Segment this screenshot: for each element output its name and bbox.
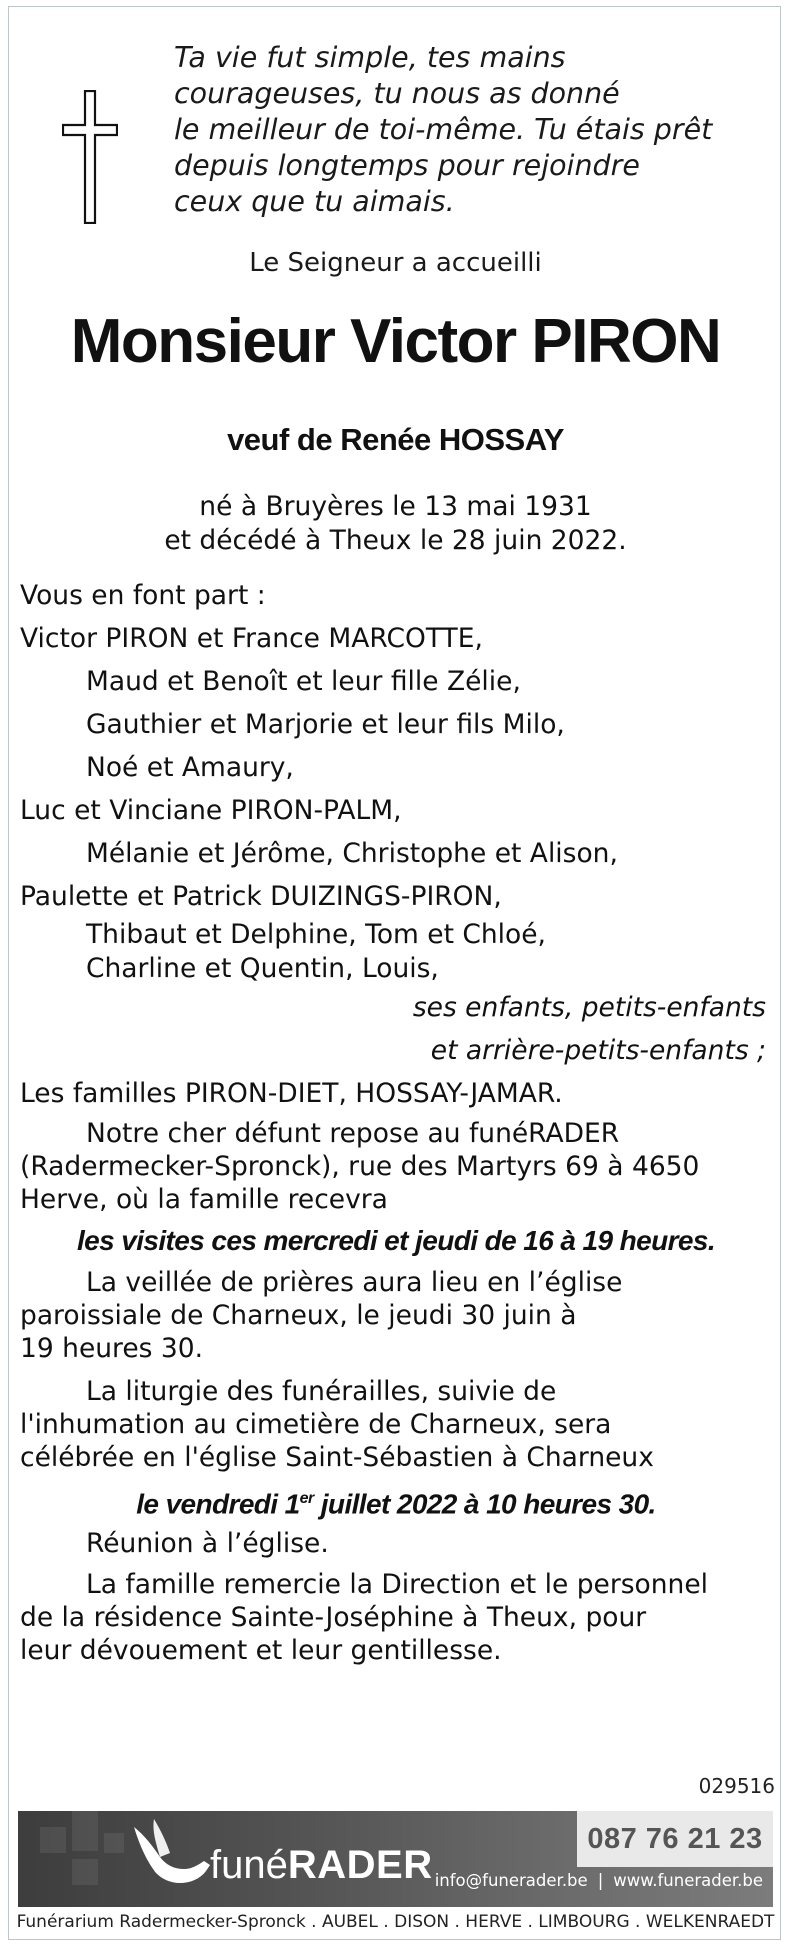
family-line: Maud et Benoît et leur fille Zélie, [86,666,521,697]
email-link[interactable]: info@funerader.be [434,1871,588,1890]
thanks-line: leur dévouement et leur gentillesse. [20,1635,502,1666]
announce-line: Vous en font part : [20,580,266,611]
brand-logo [210,1843,433,1888]
vigil-line: paroissiale de Charneux, le jeudi 30 juin à [20,1300,577,1331]
vigil-line: 19 heures 30. [20,1333,204,1364]
family-line: Charline et Quentin, Louis, [86,953,439,984]
thanks-line: de la résidence Sainte-Joséphine à Theux, pour [20,1602,647,1633]
funeral-line: l'inhumation au cimetière de Charneux, sera [20,1409,612,1440]
repose-line: Notre cher défunt repose au funéRADER [86,1118,620,1149]
footer-locations: Funérarium Radermecker-Spronck . AUBEL . DISON . HERVE . LIMBOURG . WELKENRAEDT [16,1912,775,1932]
brand-light: funé [210,1843,288,1887]
funeral-date-pre: le vendredi 1 [136,1488,300,1520]
thanks-line: La famille remercie la Direction et le personnel [86,1569,708,1600]
contact-line [435,1871,763,1890]
repose-line: (Radermecker-Spronck), rue des Martyrs 69 à 4650 [20,1151,700,1182]
visits-line: les visites ces mercredi et jeudi de 16 à 19 heures. [76,1225,716,1256]
repose-line: Herve, où la famille recevra [20,1184,388,1215]
vigil-paragraph [20,1266,772,1365]
epitaph-line: Ta vie fut simple, tes mains [174,41,566,74]
epitaph-line: le meilleur de toi-même. Tu étais prêt [174,113,713,146]
funeral-paragraph [20,1375,772,1474]
family-line: Thibaut et Delphine, Tom et Chloé, [86,919,546,950]
family-line: Noé et Amaury, [86,752,294,783]
contact-separator: | [597,1871,604,1890]
decor-square [72,1859,98,1885]
brand-bold: RADER [287,1843,433,1887]
relation-line: et arrière-petits-enfants ; [430,1035,766,1066]
relation-line: ses enfants, petits-enfants [412,992,766,1023]
funeral-home-banner [18,1811,773,1907]
decor-square [72,1811,98,1851]
family-line: Luc et Vinciane PIRON-PALM, [20,795,402,826]
birth-line: né à Bruyères le 13 mai 1931 [199,491,592,522]
family-line: Victor PIRON et France MARCOTTE, [20,623,483,654]
death-line: et décédé à Theux le 28 juin 2022. [164,525,627,556]
funeral-date [20,1474,772,1524]
thanks-paragraph [20,1568,772,1667]
dates [0,490,791,558]
funeral-line: célébrée en l'église Saint-Sébastien à Charneux [20,1442,654,1473]
other-families: Les familles PIRON-DIET, HOSSAY-JAMAR. [20,1078,563,1109]
funeral-line: La liturgie des funérailles, suivie de [86,1376,557,1407]
funeral-date-post: juillet 2022 à 10 heures 30. [313,1488,656,1520]
cross-icon [62,90,118,224]
phone-number: 087 76 21 23 [577,1811,773,1867]
deceased-name: Monsieur Victor PIRON [70,307,721,376]
epitaph [174,40,764,220]
decor-square [40,1827,66,1853]
reference-number: 029516 [698,1774,775,1798]
notice-body [20,574,772,1667]
funeral-date-sup: er [299,1490,314,1507]
decor-square [104,1833,124,1853]
family-line: Paulette et Patrick DUIZINGS-PIRON, [20,881,502,912]
vigil-line: La veillée de prières aura lieu en l’église [86,1267,623,1298]
meeting-line: Réunion à l’église. [86,1528,329,1559]
family-line: Gauthier et Marjorie et leur fils Milo, [86,709,565,740]
intro-text: Le Seigneur a accueilli [249,248,542,278]
widow-of: veuf de Renée HOSSAY [227,422,564,457]
epitaph-line: ceux que tu aimais. [174,185,455,218]
website-link[interactable]: www.funerader.be [613,1871,763,1890]
family-line: Mélanie et Jérôme, Christophe et Alison, [86,838,618,869]
repose-paragraph [20,1117,772,1216]
epitaph-line: depuis longtemps pour rejoindre [174,149,640,182]
epitaph-line: courageuses, tu nous as donné [174,77,620,110]
